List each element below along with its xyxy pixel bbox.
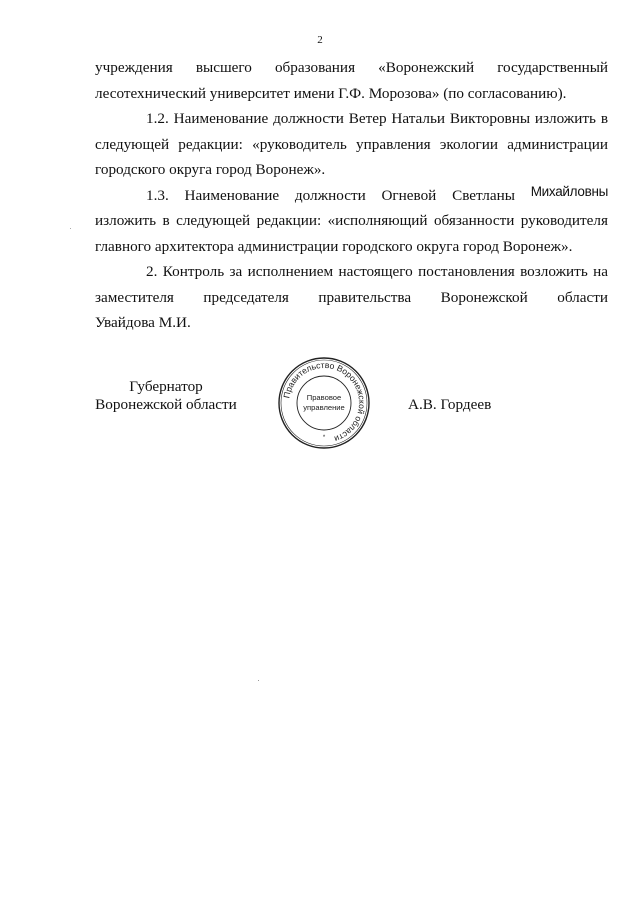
- scan-speck: [258, 680, 259, 681]
- paragraph-1-2: 1.2. Наименование должности Ветер Натальи Викторовны изложить в следующей редакции: «руководитель управления экологии администрации городского округа город Воронеж».: [95, 110, 608, 178]
- word: учреждения: [95, 59, 173, 76]
- scan-speck: [70, 228, 71, 229]
- paragraph-2-line1: 2. Контроль за исполнением настоящего постановления возложить на: [146, 263, 608, 280]
- word: заместителя: [95, 288, 174, 306]
- paragraph-continuation-line1: [95, 55, 608, 81]
- seal-inner-line2: управление: [303, 403, 345, 412]
- word: правительства: [318, 288, 412, 306]
- signatory-position-line1: Губернатор: [129, 378, 203, 395]
- word: «Воронежский: [378, 59, 475, 76]
- word: высшего: [195, 59, 252, 76]
- handwritten-insert: Михайловны: [530, 183, 609, 199]
- seal-outer-text: Правительство Воронежской области: [281, 359, 368, 445]
- word: образования: [274, 59, 356, 76]
- page-number: 2: [317, 34, 323, 46]
- paragraph-1-3-end: изложить в следующей редакции: «исполняющий обязанности руководителя главного архитектора администрации городского округа город Воронеж».: [95, 212, 608, 255]
- signatory-position: [92, 378, 240, 414]
- document-body: [95, 55, 608, 336]
- paragraph-2-line2: [95, 285, 608, 311]
- paragraph-1-3: [95, 183, 608, 260]
- paragraph-2-line3: Увайдова М.И.: [95, 314, 191, 331]
- signatory-name: А.В. Гордеев: [408, 396, 492, 413]
- word: области: [557, 288, 608, 306]
- word: председателя: [203, 288, 289, 306]
- seal-inner-line1: Правовое: [306, 393, 342, 402]
- signatory-position-line2: Воронежской области: [95, 396, 237, 413]
- paragraph-continuation-line2: лесотехнический университет имени Г.Ф. Морозова» (по согласованию).: [95, 84, 567, 102]
- word: Воронежской: [440, 288, 528, 306]
- paragraph-1-3-start: 1.3. Наименование должности Огневой Светланы: [146, 186, 515, 204]
- official-seal-stamp: [276, 355, 372, 451]
- seal-star-icon: *: [322, 435, 326, 441]
- word: государственный: [497, 59, 609, 76]
